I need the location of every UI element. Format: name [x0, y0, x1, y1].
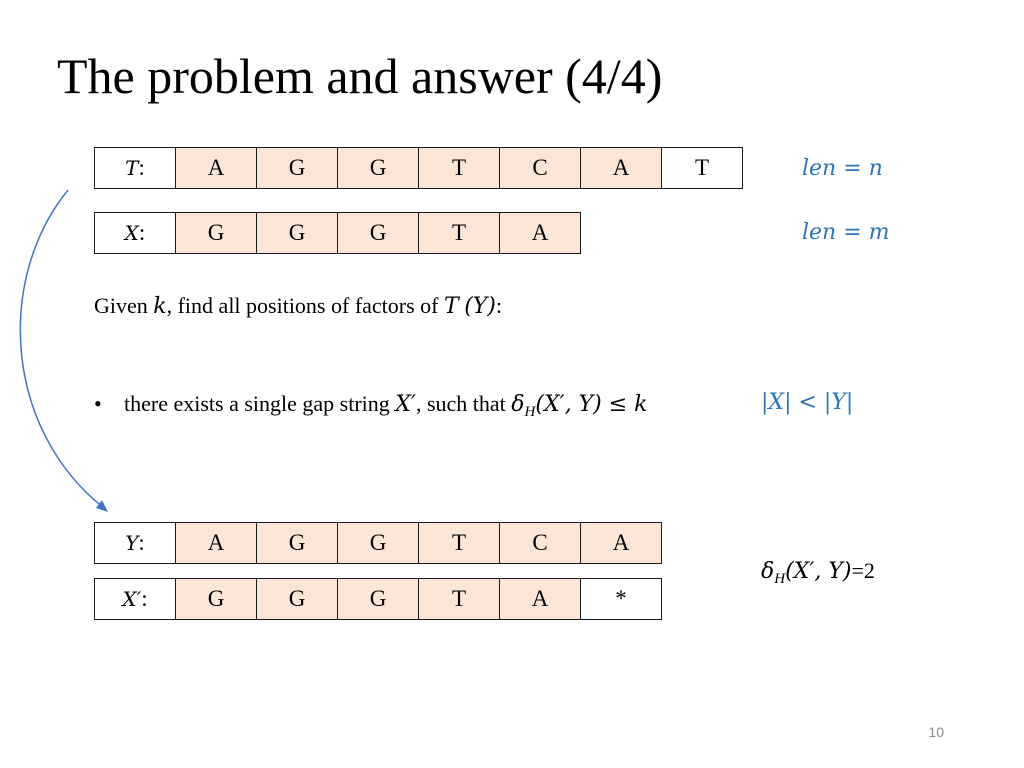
- sequence-y-cell: G: [338, 523, 419, 564]
- sequence-t-cell: T: [419, 148, 500, 189]
- sequence-t-cell: G: [338, 148, 419, 189]
- bullet-marker: •: [94, 391, 102, 416]
- sequence-t-cell: C: [500, 148, 581, 189]
- sequence-y-cell: A: [581, 523, 662, 564]
- sequence-t-cell: A: [581, 148, 662, 189]
- sequence-x-cell: G: [257, 213, 338, 254]
- sequence-xprime-label: X′:: [95, 579, 176, 620]
- page-number: 10: [928, 724, 944, 740]
- sequence-y-cell: G: [257, 523, 338, 564]
- sequence-xprime-cell: G: [257, 579, 338, 620]
- sequence-t-cell: A: [176, 148, 257, 189]
- hamming-distance-result: $\delta_H(X'$, Y)=2: [761, 558, 875, 587]
- sequence-y-cell: A: [176, 523, 257, 564]
- sequence-xprime-cell: G: [176, 579, 257, 620]
- sequence-y-label: Y:: [95, 523, 176, 564]
- sequence-xprime-cell: A: [500, 579, 581, 620]
- sequence-y-cell: C: [500, 523, 581, 564]
- sequence-y-cell: T: [419, 523, 500, 564]
- sequence-xprime-table: [94, 578, 662, 620]
- sequence-t-cell: G: [257, 148, 338, 189]
- sequence-t-cell: T: [662, 148, 743, 189]
- table-row: [95, 579, 662, 620]
- slide-title: The problem and answer (4/4): [57, 48, 663, 104]
- sequence-y-table: [94, 522, 662, 564]
- length-m-annotation: len = m: [802, 220, 890, 245]
- sequence-x-cell: G: [176, 213, 257, 254]
- sequence-t-label: T:: [95, 148, 176, 189]
- sequence-x-cell: A: [500, 213, 581, 254]
- sequence-x-cell: G: [338, 213, 419, 254]
- sequence-x-cell: T: [419, 213, 500, 254]
- given-statement: Given k, find all positions of factors of T (Y):: [94, 293, 503, 319]
- sequence-x-label: X:: [95, 213, 176, 254]
- bullet-condition: • there exists a single gap string X′, such that $\delta_H(X'$, Y) ≤ k: [94, 391, 648, 420]
- length-n-annotation: len = n: [802, 156, 883, 181]
- length-condition: |X| < |Y|: [761, 390, 854, 415]
- sequence-xprime-cell: *: [581, 579, 662, 620]
- sequence-xprime-cell: T: [419, 579, 500, 620]
- sequence-xprime-cell: G: [338, 579, 419, 620]
- table-row: [95, 523, 662, 564]
